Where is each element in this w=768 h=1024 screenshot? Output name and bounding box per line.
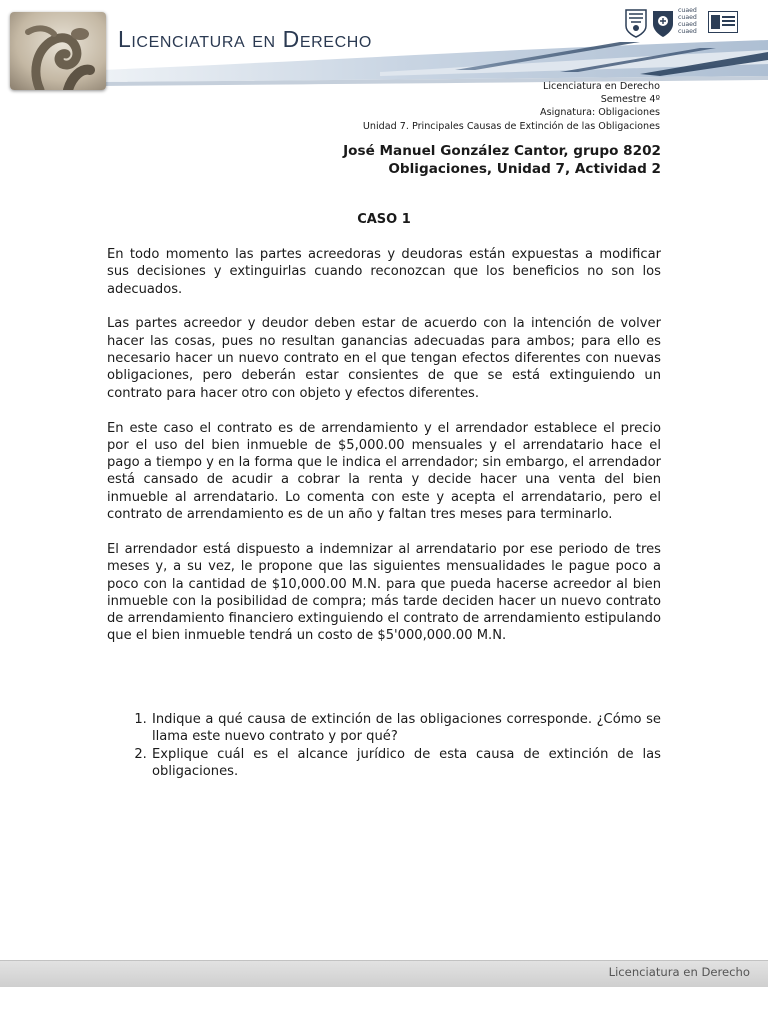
header-title: Licenciatura en Derecho [118,26,372,52]
footer-text: Licenciatura en Derecho [608,965,750,979]
meta-unit: Unidad 7. Principales Causas de Extinción de las Obligaciones [362,120,660,132]
question-item: 1. Indique a qué causa de extinción de las obligaciones corresponde. ¿Cómo se llama este nuevo contrato y por qué? [151,711,661,746]
body-paragraph: En este caso el contrato es de arrendamiento y el arrendador establece el precio por el uso del bien inmueble de $5,000.00 mensuales y el arrendatario hace el pago a tiempo y en la forma que le indica el arrendador; sin embargo, el arrendador está cansado de acudir a cobrar la renta y decide hacer una venta del bien inmueble al arrendatario. Lo comenta con este y acepta el arrendatario, pero el contrato de arrendamiento es de un año y faltan tres meses para terminarlo. [107,420,661,523]
body-paragraph: En todo momento las partes acreedoras y deudoras están expuestas a modificar sus decisiones y extinguirlas cuando reconozcan que los beneficios no son los adecuados. [107,247,661,297]
meta-semester: Semestre 4º [600,94,660,106]
body-paragraph: Las partes acreedor y deudor deben estar de acuerdo con la intención de volver hacer las cosas, pues no resultan ganancias adecuadas para ambos; para ello es necesario hacer un nuevo contrato en el que tengan efectos diferentes con nuevas obligaciones, pero deberán estar consientes de que se está extinguiendo un contrato para hacer otro con objeto y efectos diferentes. [107,316,661,401]
meta-subject: Asignatura: Obligaciones [540,107,660,119]
question-item: 2. Explique cuál es el alcance jurídico de esta causa de extinción de las obligaciones. [151,746,661,781]
cuaed-line: cuaed [678,14,697,21]
unam-crest-icon [624,8,648,38]
body-paragraph: El arrendador está dispuesto a indemnizar al arrendatario por ese periodo de tres meses y, a su vez, le propone que las siguientes mensualidades le pague poco a poco con la cantidad de $10,000.00 M.N. para que pueda hacerse acreedor al bien inmueble con la posibilidad de compra; más tarde deciden hacer un nuevo contrato de arrendamiento financiero extinguiendo el contrato de arrendamiento estipulando que el bien inmueble tendrá un costo de $5'000,000.00 M.N. [107,541,661,644]
meta-program: Licenciatura en Derecho [543,81,660,92]
case-body [107,246,661,662]
shield-crest-icon [652,8,674,38]
author-block [343,142,661,178]
sculpture-photo [10,12,106,90]
case-title: CASO 1 [357,212,411,227]
activity-line: Obligaciones, Unidad 7, Actividad 2 [388,161,661,177]
questions-list [107,711,661,780]
cuaed-text-logo [678,7,697,35]
cuaed-line: cuaed [678,21,697,28]
cuaed-line: cuaed [678,7,697,14]
page-footer [0,960,768,986]
sua-logo-icon [708,11,738,33]
document-meta [363,80,660,133]
author-line: José Manuel González Cantor, grupo 8202 [343,143,661,159]
cuaed-line: cuaed [678,28,697,35]
